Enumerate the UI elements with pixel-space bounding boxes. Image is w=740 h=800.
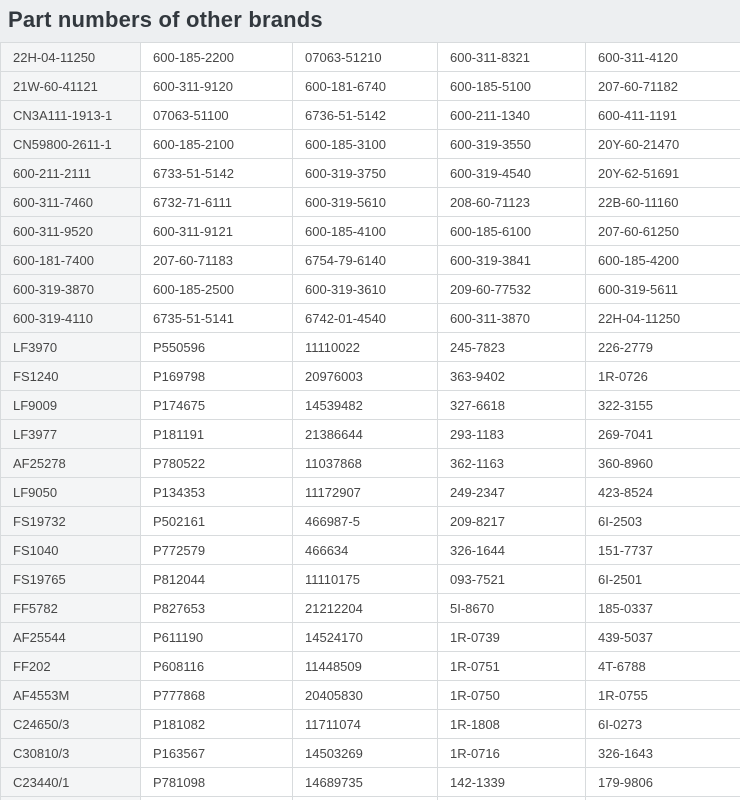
part-number-cell: 600-311-8321 xyxy=(438,43,586,72)
part-number-cell: 209-8217 xyxy=(438,507,586,536)
part-number-cell: 207-60-71183 xyxy=(141,246,293,275)
table-row xyxy=(1,768,740,797)
part-number-cell: LF3977 xyxy=(1,420,141,449)
part-number-cell: P781098 xyxy=(141,768,293,797)
part-number-cell: 185-0337 xyxy=(586,594,740,623)
part-number-cell: P181191 xyxy=(141,420,293,449)
part-number-cell: 362-1163 xyxy=(438,449,586,478)
part-number-cell: 600-311-9121 xyxy=(141,217,293,246)
part-number-cell: 360-8960 xyxy=(586,449,740,478)
part-number-cell: 20Y-60-21470 xyxy=(586,130,740,159)
part-number-cell xyxy=(141,797,293,800)
part-number-cell: 363-9402 xyxy=(438,362,586,391)
part-number-cell: AF4553M xyxy=(1,681,141,710)
part-number-cell: P134353 xyxy=(141,478,293,507)
part-number-cell: 1R-0716 xyxy=(438,739,586,768)
part-number-cell: 600-181-6740 xyxy=(293,72,438,101)
part-number-cell: 11037868 xyxy=(293,449,438,478)
part-number-cell: FF5782 xyxy=(1,594,141,623)
table-row xyxy=(1,623,740,652)
part-number-cell: AF25544 xyxy=(1,623,141,652)
part-number-cell: 20Y-62-51691 xyxy=(586,159,740,188)
table-row xyxy=(1,420,740,449)
part-number-cell: 6733-51-5142 xyxy=(141,159,293,188)
table-row xyxy=(1,449,740,478)
table-row xyxy=(1,391,740,420)
part-number-cell: 600-211-1340 xyxy=(438,101,586,130)
part-number-cell: 600-319-3750 xyxy=(293,159,438,188)
part-number-cell xyxy=(438,797,586,800)
part-number-cell: 6I-0273 xyxy=(586,710,740,739)
part-number-cell: 6I-2501 xyxy=(586,565,740,594)
part-number-cell: C30810/3 xyxy=(1,739,141,768)
part-number-cell: 14524170 xyxy=(293,623,438,652)
table-row xyxy=(1,594,740,623)
table-row xyxy=(1,565,740,594)
table-row xyxy=(1,130,740,159)
page-header xyxy=(0,0,740,42)
part-number-cell: 600-185-2100 xyxy=(141,130,293,159)
part-number-cell: 6732-71-6111 xyxy=(141,188,293,217)
part-number-cell: LF3970 xyxy=(1,333,141,362)
part-number-cell: 600-411-1191 xyxy=(586,101,740,130)
table-row xyxy=(1,159,740,188)
part-number-cell: 600-311-9520 xyxy=(1,217,141,246)
part-number-cell: 226-2779 xyxy=(586,333,740,362)
part-number-cell: 5I-8670 xyxy=(438,594,586,623)
part-number-cell: FS19765 xyxy=(1,565,141,594)
part-number-cell: P163567 xyxy=(141,739,293,768)
part-number-cell: LF9009 xyxy=(1,391,141,420)
page-title: Part numbers of other brands xyxy=(8,7,323,32)
part-number-cell: 322-3155 xyxy=(586,391,740,420)
table-row-partial xyxy=(1,797,740,800)
part-number-cell: 6736-51-5142 xyxy=(293,101,438,130)
part-number-cell: 600-185-4200 xyxy=(586,246,740,275)
part-number-cell xyxy=(293,797,438,800)
part-number-cell: 600-319-3841 xyxy=(438,246,586,275)
table-row xyxy=(1,217,740,246)
part-number-cell: LF9050 xyxy=(1,478,141,507)
part-number-cell: P772579 xyxy=(141,536,293,565)
part-number-cell: 600-319-5611 xyxy=(586,275,740,304)
part-number-cell: 423-8524 xyxy=(586,478,740,507)
part-number-cell: 600-185-6100 xyxy=(438,217,586,246)
part-number-cell: 600-311-7460 xyxy=(1,188,141,217)
part-number-cell: 21212204 xyxy=(293,594,438,623)
part-number-cell: P827653 xyxy=(141,594,293,623)
part-number-cell: 600-319-4540 xyxy=(438,159,586,188)
part-number-cell: 6742-01-4540 xyxy=(293,304,438,333)
table-row xyxy=(1,72,740,101)
part-number-cell: 466634 xyxy=(293,536,438,565)
table-row xyxy=(1,246,740,275)
part-number-cell: 245-7823 xyxy=(438,333,586,362)
part-number-cell: P611190 xyxy=(141,623,293,652)
table-row xyxy=(1,652,740,681)
part-number-cell: 22H-04-11250 xyxy=(1,43,141,72)
part-number-cell: 249-2347 xyxy=(438,478,586,507)
part-number-cell: 327-6618 xyxy=(438,391,586,420)
part-number-cell: 6754-79-6140 xyxy=(293,246,438,275)
part-number-cell: 1R-1808 xyxy=(438,710,586,739)
part-number-cell: 1R-0750 xyxy=(438,681,586,710)
part-number-cell: P608116 xyxy=(141,652,293,681)
table-row xyxy=(1,478,740,507)
parts-cross-reference-table xyxy=(0,42,740,800)
part-number-cell: 151-7737 xyxy=(586,536,740,565)
table-row xyxy=(1,536,740,565)
part-number-cell: 20976003 xyxy=(293,362,438,391)
table-row xyxy=(1,681,740,710)
part-number-cell: 207-60-71182 xyxy=(586,72,740,101)
part-number-cell: 1R-0755 xyxy=(586,681,740,710)
part-number-cell: 600-185-2200 xyxy=(141,43,293,72)
part-number-cell: 093-7521 xyxy=(438,565,586,594)
part-number-cell: 11110175 xyxy=(293,565,438,594)
part-number-cell: 14689735 xyxy=(293,768,438,797)
part-number-cell: 20405830 xyxy=(293,681,438,710)
part-number-cell: 269-7041 xyxy=(586,420,740,449)
table-row xyxy=(1,304,740,333)
part-number-cell: 14539482 xyxy=(293,391,438,420)
part-number-cell: 6I-2503 xyxy=(586,507,740,536)
part-number-cell xyxy=(1,797,141,800)
part-number-cell: 293-1183 xyxy=(438,420,586,449)
table-row xyxy=(1,101,740,130)
part-number-cell: 21386644 xyxy=(293,420,438,449)
part-number-cell: P502161 xyxy=(141,507,293,536)
part-number-cell: 600-319-3870 xyxy=(1,275,141,304)
part-number-cell: 1R-0739 xyxy=(438,623,586,652)
part-number-cell: 4T-6788 xyxy=(586,652,740,681)
part-number-cell: P780522 xyxy=(141,449,293,478)
part-number-cell: 600-311-3870 xyxy=(438,304,586,333)
part-number-cell: FS19732 xyxy=(1,507,141,536)
part-number-cell: 600-185-3100 xyxy=(293,130,438,159)
part-number-cell: 07063-51210 xyxy=(293,43,438,72)
part-number-cell: 22H-04-11250 xyxy=(586,304,740,333)
part-number-cell: 600-181-7400 xyxy=(1,246,141,275)
part-number-cell: 600-311-4120 xyxy=(586,43,740,72)
part-number-cell: 466987-5 xyxy=(293,507,438,536)
part-number-cell: 142-1339 xyxy=(438,768,586,797)
part-number-cell: P169798 xyxy=(141,362,293,391)
part-number-cell: 600-319-3610 xyxy=(293,275,438,304)
part-number-cell: 11110022 xyxy=(293,333,438,362)
part-number-cell: 600-319-3550 xyxy=(438,130,586,159)
part-number-cell: 11448509 xyxy=(293,652,438,681)
part-number-cell: FS1040 xyxy=(1,536,141,565)
part-number-cell: 600-311-9120 xyxy=(141,72,293,101)
part-number-cell: 1R-0751 xyxy=(438,652,586,681)
part-number-cell: 600-319-5610 xyxy=(293,188,438,217)
part-number-cell: 439-5037 xyxy=(586,623,740,652)
part-number-cell: 600-185-2500 xyxy=(141,275,293,304)
part-number-cell: 208-60-71123 xyxy=(438,188,586,217)
part-number-cell xyxy=(586,797,740,800)
part-number-cell: 21W-60-41121 xyxy=(1,72,141,101)
parts-table-body xyxy=(1,43,740,800)
part-number-cell: 179-9806 xyxy=(586,768,740,797)
table-row xyxy=(1,275,740,304)
table-row xyxy=(1,188,740,217)
table-row xyxy=(1,362,740,391)
part-number-cell: P777868 xyxy=(141,681,293,710)
part-number-cell: 207-60-61250 xyxy=(586,217,740,246)
part-number-cell: 14503269 xyxy=(293,739,438,768)
table-row xyxy=(1,739,740,768)
part-number-cell: 326-1644 xyxy=(438,536,586,565)
part-number-cell: P181082 xyxy=(141,710,293,739)
part-number-cell: 600-211-2111 xyxy=(1,159,141,188)
part-number-cell: 07063-51100 xyxy=(141,101,293,130)
part-number-cell: P812044 xyxy=(141,565,293,594)
part-number-cell: P550596 xyxy=(141,333,293,362)
part-number-cell: CN59800-2611-1 xyxy=(1,130,141,159)
part-number-cell: 600-185-5100 xyxy=(438,72,586,101)
part-number-cell: 326-1643 xyxy=(586,739,740,768)
part-number-cell: C24650/3 xyxy=(1,710,141,739)
table-row xyxy=(1,43,740,72)
part-number-cell: AF25278 xyxy=(1,449,141,478)
part-number-cell: 1R-0726 xyxy=(586,362,740,391)
part-number-cell: FF202 xyxy=(1,652,141,681)
part-number-cell: 600-319-4110 xyxy=(1,304,141,333)
table-row xyxy=(1,333,740,362)
part-number-cell: C23440/1 xyxy=(1,768,141,797)
part-number-cell: CN3A111-1913-1 xyxy=(1,101,141,130)
part-number-cell: 11172907 xyxy=(293,478,438,507)
part-number-cell: 600-185-4100 xyxy=(293,217,438,246)
part-number-cell: 6735-51-5141 xyxy=(141,304,293,333)
part-number-cell: P174675 xyxy=(141,391,293,420)
part-number-cell: 11711074 xyxy=(293,710,438,739)
part-number-cell: FS1240 xyxy=(1,362,141,391)
part-number-cell: 22B-60-11160 xyxy=(586,188,740,217)
part-number-cell: 209-60-77532 xyxy=(438,275,586,304)
table-row xyxy=(1,710,740,739)
table-row xyxy=(1,507,740,536)
